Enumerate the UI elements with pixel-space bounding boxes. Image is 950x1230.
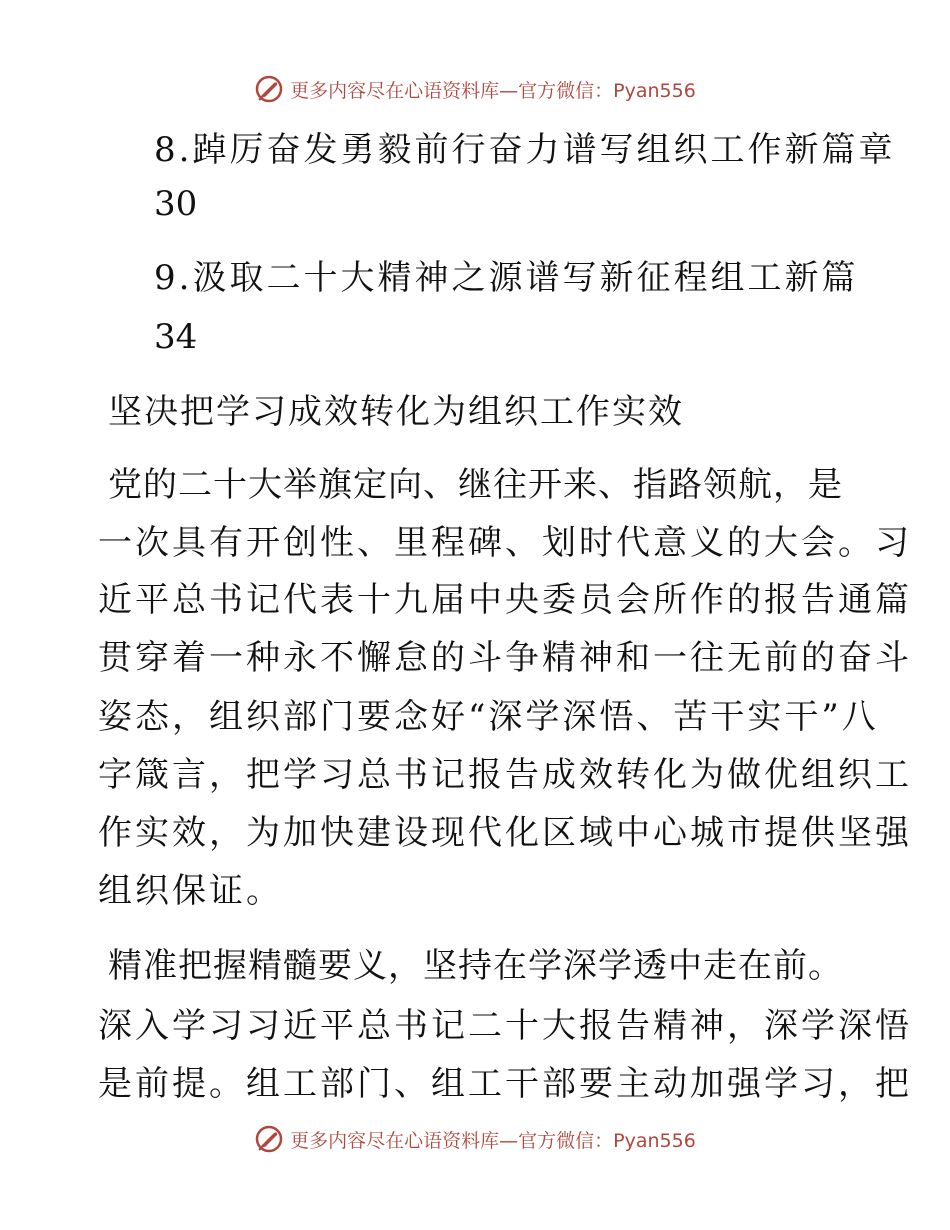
quill-logo-icon — [254, 74, 284, 104]
article-heading: 坚决把学习成效转化为组织工作实效 — [108, 392, 684, 432]
watermark-footer — [0, 1122, 950, 1156]
watermark-text: 更多内容尽在心语资料库—官方微信：Pyan556 — [290, 1129, 696, 1152]
paragraph-line: 组织保证。 — [98, 871, 283, 911]
paragraph-line: 精准把握精髓要义，坚持在学深学透中走在前。 — [108, 946, 843, 986]
toc-item-9-title: 9.汲取二十大精神之源谱写新征程组工新篇 — [154, 258, 859, 298]
paragraph-line: 党的二十大举旗定向、继往开来、指路领航，是 — [108, 465, 843, 505]
watermark-text: 更多内容尽在心语资料库—官方微信：Pyan556 — [290, 79, 696, 102]
toc-item-8-title: 8.踔厉奋发勇毅前行奋力谱写组织工作新篇章 — [154, 130, 896, 170]
quill-logo-icon — [254, 1124, 284, 1154]
toc-item-9-page: 34 — [154, 317, 198, 357]
paragraph-line: 姿态，组织部门要念好“深学深悟、苦干实干”八 — [98, 697, 879, 737]
paragraph-line: 一次具有开创性、里程碑、划时代意义的大会。习 — [98, 523, 912, 563]
paragraph-line: 是前提。组工部门、组工干部要主动加强学习，把 — [98, 1064, 912, 1104]
paragraph-line: 深入学习习近平总书记二十大报告精神，深学深悟 — [98, 1006, 912, 1046]
paragraph-line: 字箴言，把学习总书记报告成效转化为做优组织工 — [98, 755, 912, 795]
paragraph-line: 作实效，为加快建设现代化区域中心城市提供坚强 — [98, 813, 912, 853]
paragraph-line: 近平总书记代表十九届中央委员会所作的报告通篇 — [98, 580, 912, 620]
toc-item-8-page: 30 — [154, 184, 198, 224]
watermark-header — [0, 72, 950, 106]
paragraph-line: 贯穿着一种永不懈怠的斗争精神和一往无前的奋斗 — [98, 638, 912, 678]
